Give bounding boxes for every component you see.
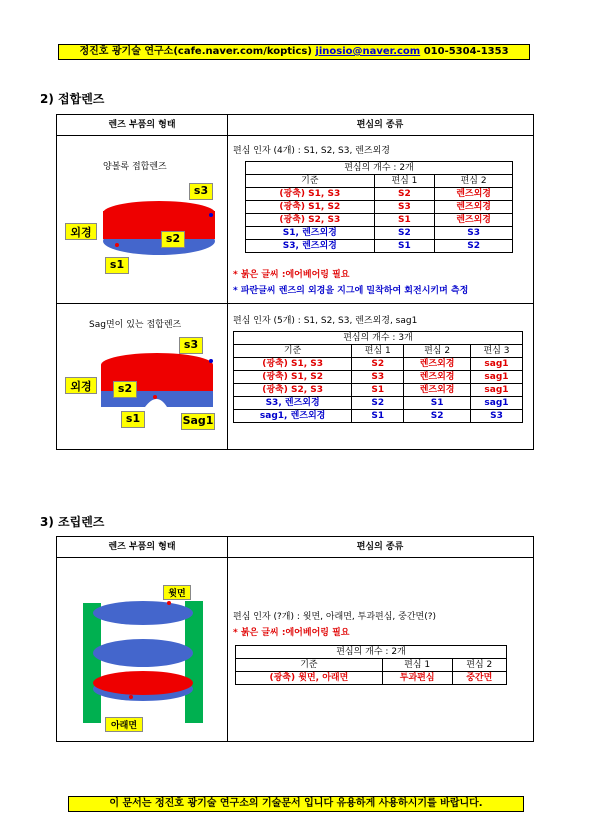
s3-factor-text: 편심 인자 (?개) : 윗면, 아래면, 투과편심, 중간면(?) [233, 612, 437, 622]
row2-h0: 기준 [234, 345, 352, 358]
table-cell: (광축) 윗면, 아래면 [236, 672, 383, 685]
label2-s3: s3 [179, 337, 203, 354]
s3-col2-header: 편심의 종류 [356, 542, 404, 552]
table-cell: S1, 렌즈외경 [246, 227, 375, 240]
table-cell: 투과편심 [382, 672, 452, 685]
row1-factor-text: 편심 인자 (4개) : S1, S2, S3, 렌즈외경 [233, 146, 390, 156]
section2-title: 2) 접합렌즈 [40, 92, 105, 106]
table-cell: S2 [404, 410, 471, 423]
s3-eccentricity-table [235, 645, 507, 685]
header-phone: 010-5304-1353 [420, 46, 509, 57]
table-cell: S1 [404, 397, 471, 410]
label-outer: 외경 [65, 223, 97, 240]
s3-h2: 편심 2 [452, 659, 507, 672]
header-text: 정진호 광기술 연구소(cafe.naver.com/koptics) [79, 46, 316, 57]
row1-h0: 기준 [246, 175, 375, 188]
row2-h1: 편심 1 [352, 345, 404, 358]
section3-title: 3) 조립렌즈 [40, 515, 105, 529]
table-cell: S3, 렌즈외경 [234, 397, 352, 410]
section3-table [56, 536, 534, 742]
row1-eccentricity-table [245, 161, 513, 253]
section2-header-row [57, 115, 533, 136]
s3-h0: 기준 [236, 659, 383, 672]
lens2-caption: Sag면이 있는 접합렌즈 [89, 320, 182, 330]
table-cell: S2 [374, 227, 435, 240]
label-s2: s2 [161, 231, 185, 248]
table-cell: S3 [374, 201, 435, 214]
label2-s1: s1 [121, 411, 145, 428]
table-cell: S1 [352, 384, 404, 397]
row2-h3: 편심 3 [470, 345, 522, 358]
table-cell: S3 [470, 410, 522, 423]
label2-s2: s2 [113, 381, 137, 398]
label2-sag1: Sag1 [181, 413, 215, 430]
table-cell: (광축) S1, S2 [246, 201, 375, 214]
assembled-lens-drawing [57, 559, 227, 741]
row1-note-red: * 붉은 글씨 :에어베어링 필요 [233, 270, 350, 280]
table-cell: S1 [374, 240, 435, 253]
label-bottom-surface: 아래면 [105, 717, 143, 732]
table-cell: (광축) S1, S3 [246, 188, 375, 201]
table-cell: sag1 [470, 397, 522, 410]
table-cell: S2 [352, 397, 404, 410]
row1-h1: 편심 1 [374, 175, 435, 188]
s3-h1: 편심 1 [382, 659, 452, 672]
row-divider [57, 303, 533, 304]
table-cell: 렌즈외경 [435, 188, 513, 201]
s3-note-red: * 붉은 글씨 :에어베어링 필요 [233, 628, 350, 638]
table-cell: sag1 [470, 358, 522, 371]
s3-count-cell: 편심의 개수 : 2개 [236, 646, 507, 659]
section2-table [56, 114, 534, 450]
table-cell: S3, 렌즈외경 [246, 240, 375, 253]
row2-h2: 편심 2 [404, 345, 471, 358]
column-divider [227, 115, 228, 449]
table-cell: (광축) S2, S3 [246, 214, 375, 227]
label-top-surface: 윗면 [163, 585, 191, 600]
table-cell: 렌즈외경 [404, 384, 471, 397]
table-cell: S2 [352, 358, 404, 371]
table-cell: sag1 [470, 371, 522, 384]
footer-banner: 이 문서는 정진호 광기술 연구소의 기술문서 입니다 유용하게 사용하시기를 바랍니다. [68, 796, 524, 812]
email-link[interactable]: jinosio@naver.com [315, 46, 421, 57]
table-cell: 렌즈외경 [435, 201, 513, 214]
table-cell: S1 [374, 214, 435, 227]
table-cell: 렌즈외경 [404, 358, 471, 371]
label2-outer: 외경 [65, 377, 97, 394]
table-cell: (광축) S2, S3 [234, 384, 352, 397]
col2-header: 편심의 종류 [356, 120, 404, 130]
row2-eccentricity-table [233, 331, 523, 423]
table-cell: (광축) S1, S2 [234, 371, 352, 384]
row2-factor-text: 편심 인자 (5개) : S1, S2, S3, 렌즈외경, sag1 [233, 316, 418, 326]
table-cell: 중간면 [452, 672, 507, 685]
row1-note-blue: * 파란글씨 렌즈의 외경을 지그에 밀착하여 회전시키며 측정 [233, 286, 469, 296]
s3-col1-header: 렌즈 부품의 형태 [108, 542, 176, 552]
table-cell: 렌즈외경 [435, 214, 513, 227]
row1-count-cell: 편심의 개수 : 2개 [246, 162, 513, 175]
col1-header: 렌즈 부품의 형태 [108, 120, 176, 130]
table-cell: S1 [352, 410, 404, 423]
lens1-caption: 양볼록 접합렌즈 [103, 162, 167, 172]
row2-count-cell: 편심의 개수 : 3개 [234, 332, 523, 345]
table-cell: S3 [352, 371, 404, 384]
table-cell: S2 [435, 240, 513, 253]
section3-header-row [57, 537, 533, 558]
header-banner [58, 44, 530, 60]
table-cell: S2 [374, 188, 435, 201]
s3-column-divider [227, 537, 228, 741]
table-cell: sag1 [470, 384, 522, 397]
table-cell: S3 [435, 227, 513, 240]
table-cell: sag1, 렌즈외경 [234, 410, 352, 423]
label-s3: s3 [189, 183, 213, 200]
table-cell: 렌즈외경 [404, 371, 471, 384]
row1-h2: 편심 2 [435, 175, 513, 188]
table-cell: (광축) S1, S3 [234, 358, 352, 371]
label-s1: s1 [105, 257, 129, 274]
